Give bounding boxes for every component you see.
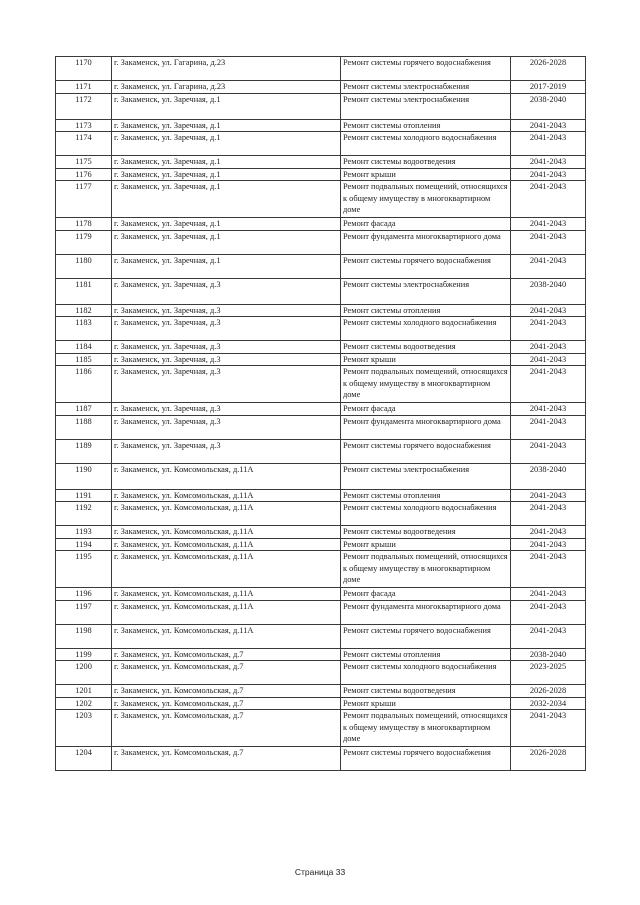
address-cell: г. Закаменск, ул. Комсомольская, д.11А xyxy=(112,624,341,648)
work-type-cell: Ремонт системы водоотведения xyxy=(341,156,511,169)
period-cell: 2041-2043 xyxy=(511,439,586,463)
address-cell: г. Закаменск, ул. Комсомольская, д.7 xyxy=(112,697,341,710)
address-cell: г. Закаменск, ул. Комсомольская, д.11А xyxy=(112,489,341,502)
table-row xyxy=(56,317,586,341)
row-number-cell: 1192 xyxy=(56,502,112,526)
period-cell: 2041-2043 xyxy=(511,366,586,403)
row-number-cell: 1181 xyxy=(56,278,112,304)
address-cell: г. Закаменск, ул. Заречная, д.1 xyxy=(112,168,341,181)
work-type-cell: Ремонт подвальных помещений, относящихся к общему имуществу в многоквартирном доме xyxy=(341,366,511,403)
address-cell: г. Закаменск, ул. Комсомольская, д.7 xyxy=(112,747,341,771)
period-cell: 2041-2043 xyxy=(511,254,586,278)
table-row xyxy=(56,119,586,132)
work-type-cell: Ремонт системы холодного водоснабжения xyxy=(341,661,511,685)
work-type-cell: Ремонт подвальных помещений, относящихся к общему имуществу в многоквартирном доме xyxy=(341,551,511,588)
row-number-cell: 1200 xyxy=(56,661,112,685)
address-cell: г. Закаменск, ул. Комсомольская, д.7 xyxy=(112,661,341,685)
address-cell: г. Закаменск, ул. Комсомольская, д.11А xyxy=(112,551,341,588)
row-number-cell: 1170 xyxy=(56,57,112,81)
work-type-cell: Ремонт фундамента многоквартирного дома xyxy=(341,600,511,624)
table-row xyxy=(56,57,586,81)
table-row xyxy=(56,168,586,181)
work-type-cell: Ремонт подвальных помещений, относящихся к общему имуществу в многоквартирном доме xyxy=(341,181,511,218)
period-cell: 2026-2028 xyxy=(511,685,586,698)
period-cell: 2041-2043 xyxy=(511,588,586,601)
period-cell: 2038-2040 xyxy=(511,278,586,304)
table-row xyxy=(56,463,586,489)
row-number-cell: 1198 xyxy=(56,624,112,648)
work-type-cell: Ремонт системы электроснабжения xyxy=(341,278,511,304)
work-type-cell: Ремонт системы горячего водоснабжения xyxy=(341,439,511,463)
table-row xyxy=(56,81,586,94)
row-number-cell: 1173 xyxy=(56,119,112,132)
table-row xyxy=(56,600,586,624)
address-cell: г. Закаменск, ул. Заречная, д.1 xyxy=(112,230,341,254)
work-type-cell: Ремонт крыши xyxy=(341,353,511,366)
period-cell: 2041-2043 xyxy=(511,403,586,416)
period-cell: 2041-2043 xyxy=(511,218,586,231)
period-cell: 2041-2043 xyxy=(511,710,586,747)
row-number-cell: 1194 xyxy=(56,538,112,551)
work-type-cell: Ремонт системы водоотведения xyxy=(341,341,511,354)
period-cell: 2041-2043 xyxy=(511,230,586,254)
work-type-cell: Ремонт крыши xyxy=(341,538,511,551)
work-type-cell: Ремонт системы отопления xyxy=(341,304,511,317)
table-row xyxy=(56,588,586,601)
period-cell: 2017-2019 xyxy=(511,81,586,94)
work-type-cell: Ремонт подвальных помещений, относящихся к общему имуществу в многоквартирном доме xyxy=(341,710,511,747)
table-row xyxy=(56,526,586,539)
table-row xyxy=(56,685,586,698)
row-number-cell: 1176 xyxy=(56,168,112,181)
table-row xyxy=(56,415,586,439)
work-type-cell: Ремонт крыши xyxy=(341,168,511,181)
address-cell: г. Закаменск, ул. Заречная, д.1 xyxy=(112,181,341,218)
row-number-cell: 1178 xyxy=(56,218,112,231)
work-type-cell: Ремонт системы горячего водоснабжения xyxy=(341,747,511,771)
work-type-cell: Ремонт системы водоотведения xyxy=(341,526,511,539)
work-type-cell: Ремонт фасада xyxy=(341,588,511,601)
row-number-cell: 1187 xyxy=(56,403,112,416)
work-type-cell: Ремонт системы электроснабжения xyxy=(341,81,511,94)
table-row xyxy=(56,341,586,354)
table-row xyxy=(56,218,586,231)
table-row xyxy=(56,230,586,254)
work-type-cell: Ремонт системы водоотведения xyxy=(341,685,511,698)
table-row xyxy=(56,93,586,119)
address-cell: г. Закаменск, ул. Заречная, д.3 xyxy=(112,353,341,366)
work-type-cell: Ремонт фундамента многоквартирного дома xyxy=(341,415,511,439)
row-number-cell: 1179 xyxy=(56,230,112,254)
address-cell: г. Закаменск, ул. Гагарина, д.23 xyxy=(112,57,341,81)
row-number-cell: 1197 xyxy=(56,600,112,624)
row-number-cell: 1171 xyxy=(56,81,112,94)
table-row xyxy=(56,624,586,648)
table-row xyxy=(56,403,586,416)
period-cell: 2041-2043 xyxy=(511,168,586,181)
work-type-cell: Ремонт системы отопления xyxy=(341,648,511,661)
address-cell: г. Закаменск, ул. Заречная, д.3 xyxy=(112,415,341,439)
table-row xyxy=(56,661,586,685)
row-number-cell: 1193 xyxy=(56,526,112,539)
period-cell: 2041-2043 xyxy=(511,132,586,156)
period-cell: 2041-2043 xyxy=(511,489,586,502)
period-cell: 2041-2043 xyxy=(511,551,586,588)
period-cell: 2032-2034 xyxy=(511,697,586,710)
row-number-cell: 1172 xyxy=(56,93,112,119)
row-number-cell: 1203 xyxy=(56,710,112,747)
address-cell: г. Закаменск, ул. Заречная, д.3 xyxy=(112,366,341,403)
period-cell: 2041-2043 xyxy=(511,526,586,539)
table-row xyxy=(56,353,586,366)
row-number-cell: 1199 xyxy=(56,648,112,661)
address-cell: г. Закаменск, ул. Заречная, д.1 xyxy=(112,132,341,156)
row-number-cell: 1189 xyxy=(56,439,112,463)
row-number-cell: 1184 xyxy=(56,341,112,354)
address-cell: г. Закаменск, ул. Заречная, д.3 xyxy=(112,403,341,416)
address-cell: г. Закаменск, ул. Заречная, д.1 xyxy=(112,119,341,132)
period-cell: 2038-2040 xyxy=(511,648,586,661)
row-number-cell: 1201 xyxy=(56,685,112,698)
period-cell: 2038-2040 xyxy=(511,463,586,489)
address-cell: г. Закаменск, ул. Комсомольская, д.11А xyxy=(112,502,341,526)
table-row xyxy=(56,132,586,156)
table-row xyxy=(56,181,586,218)
page-footer xyxy=(0,867,640,877)
address-cell: г. Закаменск, ул. Комсомольская, д.11А xyxy=(112,526,341,539)
row-number-cell: 1182 xyxy=(56,304,112,317)
row-number-cell: 1190 xyxy=(56,463,112,489)
row-number-cell: 1175 xyxy=(56,156,112,169)
table-row xyxy=(56,747,586,771)
table-row xyxy=(56,254,586,278)
work-type-cell: Ремонт системы горячего водоснабжения xyxy=(341,57,511,81)
table-row xyxy=(56,304,586,317)
address-cell: г. Закаменск, ул. Заречная, д.3 xyxy=(112,341,341,354)
address-cell: г. Закаменск, ул. Заречная, д.3 xyxy=(112,278,341,304)
period-cell: 2041-2043 xyxy=(511,538,586,551)
table-row xyxy=(56,710,586,747)
repair-schedule-table xyxy=(55,56,586,771)
work-type-cell: Ремонт системы холодного водоснабжения xyxy=(341,132,511,156)
address-cell: г. Закаменск, ул. Заречная, д.3 xyxy=(112,304,341,317)
row-number-cell: 1191 xyxy=(56,489,112,502)
address-cell: г. Закаменск, ул. Заречная, д.1 xyxy=(112,218,341,231)
table-row xyxy=(56,697,586,710)
table-row xyxy=(56,156,586,169)
work-type-cell: Ремонт системы холодного водоснабжения xyxy=(341,317,511,341)
work-type-cell: Ремонт фасада xyxy=(341,218,511,231)
work-type-cell: Ремонт фундамента многоквартирного дома xyxy=(341,230,511,254)
address-cell: г. Закаменск, ул. Комсомольская, д.11А xyxy=(112,600,341,624)
period-cell: 2041-2043 xyxy=(511,353,586,366)
period-cell: 2023-2025 xyxy=(511,661,586,685)
table-row xyxy=(56,502,586,526)
work-type-cell: Ремонт системы горячего водоснабжения xyxy=(341,624,511,648)
address-cell: г. Закаменск, ул. Комсомольская, д.11А xyxy=(112,463,341,489)
period-cell: 2026-2028 xyxy=(511,57,586,81)
table-row xyxy=(56,538,586,551)
address-cell: г. Закаменск, ул. Комсомольская, д.7 xyxy=(112,648,341,661)
page-number-label: Страница 33 xyxy=(294,867,346,877)
address-cell: г. Закаменск, ул. Комсомольская, д.7 xyxy=(112,710,341,747)
row-number-cell: 1188 xyxy=(56,415,112,439)
table-row xyxy=(56,366,586,403)
row-number-cell: 1180 xyxy=(56,254,112,278)
period-cell: 2041-2043 xyxy=(511,624,586,648)
address-cell: г. Закаменск, ул. Заречная, д.3 xyxy=(112,439,341,463)
row-number-cell: 1183 xyxy=(56,317,112,341)
row-number-cell: 1204 xyxy=(56,747,112,771)
work-type-cell: Ремонт фасада xyxy=(341,403,511,416)
period-cell: 2041-2043 xyxy=(511,415,586,439)
row-number-cell: 1196 xyxy=(56,588,112,601)
address-cell: г. Закаменск, ул. Заречная, д.1 xyxy=(112,156,341,169)
address-cell: г. Закаменск, ул. Заречная, д.3 xyxy=(112,317,341,341)
period-cell: 2041-2043 xyxy=(511,600,586,624)
table-row xyxy=(56,278,586,304)
row-number-cell: 1186 xyxy=(56,366,112,403)
table-row xyxy=(56,439,586,463)
table-row xyxy=(56,489,586,502)
work-type-cell: Ремонт системы горячего водоснабжения xyxy=(341,254,511,278)
address-cell: г. Закаменск, ул. Гагарина, д.23 xyxy=(112,81,341,94)
row-number-cell: 1195 xyxy=(56,551,112,588)
table-row xyxy=(56,551,586,588)
work-type-cell: Ремонт системы электроснабжения xyxy=(341,93,511,119)
period-cell: 2038-2040 xyxy=(511,93,586,119)
period-cell: 2041-2043 xyxy=(511,341,586,354)
work-type-cell: Ремонт системы отопления xyxy=(341,119,511,132)
row-number-cell: 1185 xyxy=(56,353,112,366)
address-cell: г. Закаменск, ул. Комсомольская, д.11А xyxy=(112,588,341,601)
table-row xyxy=(56,648,586,661)
period-cell: 2041-2043 xyxy=(511,156,586,169)
period-cell: 2026-2028 xyxy=(511,747,586,771)
address-cell: г. Закаменск, ул. Заречная, д.1 xyxy=(112,254,341,278)
period-cell: 2041-2043 xyxy=(511,181,586,218)
work-type-cell: Ремонт крыши xyxy=(341,697,511,710)
period-cell: 2041-2043 xyxy=(511,119,586,132)
row-number-cell: 1202 xyxy=(56,697,112,710)
work-type-cell: Ремонт системы электроснабжения xyxy=(341,463,511,489)
table-body xyxy=(56,57,586,771)
address-cell: г. Закаменск, ул. Комсомольская, д.7 xyxy=(112,685,341,698)
address-cell: г. Закаменск, ул. Комсомольская, д.11А xyxy=(112,538,341,551)
period-cell: 2041-2043 xyxy=(511,304,586,317)
period-cell: 2041-2043 xyxy=(511,317,586,341)
address-cell: г. Закаменск, ул. Заречная, д.1 xyxy=(112,93,341,119)
work-type-cell: Ремонт системы отопления xyxy=(341,489,511,502)
row-number-cell: 1177 xyxy=(56,181,112,218)
work-type-cell: Ремонт системы холодного водоснабжения xyxy=(341,502,511,526)
row-number-cell: 1174 xyxy=(56,132,112,156)
period-cell: 2041-2043 xyxy=(511,502,586,526)
